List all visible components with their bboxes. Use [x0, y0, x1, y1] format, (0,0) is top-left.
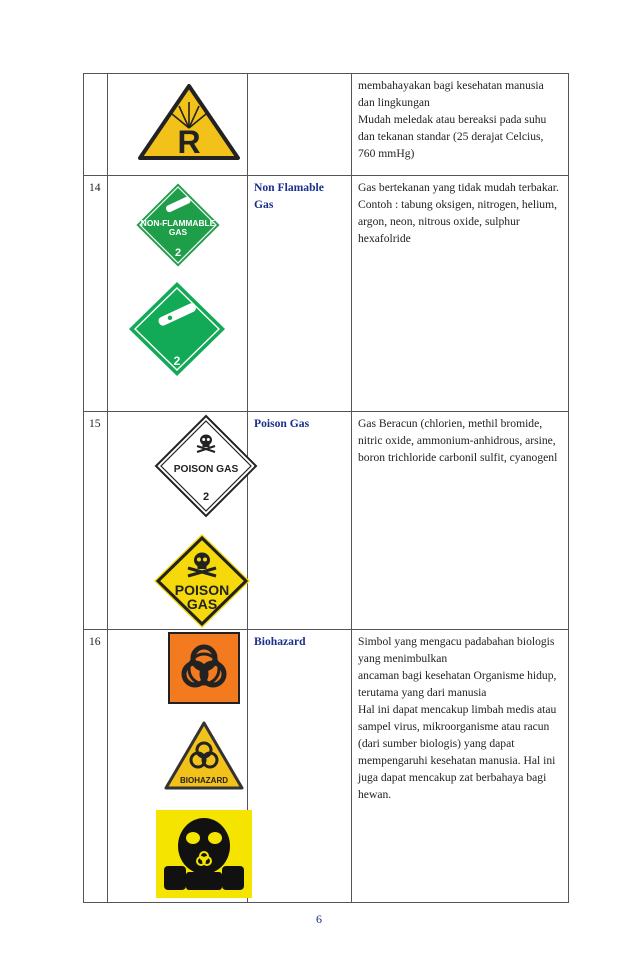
table-row — [84, 74, 569, 176]
placard-text: POISON GAS — [173, 464, 239, 475]
svg-text:R: R — [177, 124, 201, 160]
table-row — [84, 412, 569, 630]
description-paragraph: Gas bertekanan yang tidak mudah terbakar. Contoh : tabung oksigen, nitrogen, helium, argon, neon, nitrous oxide, sulphur hexafolride — [358, 181, 559, 245]
table-row — [84, 630, 569, 903]
symbol-description — [352, 630, 569, 903]
row-number — [84, 74, 108, 176]
symbol-cell — [108, 176, 248, 412]
placard-text: GAS — [168, 227, 188, 237]
non-flammable-gas-placard-icon — [133, 180, 223, 270]
description-paragraph: Hal ini dapat mencakup limbah medis atau sampel virus, mikroorganisme atau racun (dari sumber biologis) yang dapat mempengaruhi kesehatan manusia. Hal ini juga dapat mencakup zat berbahaya bagi hewan. — [358, 703, 557, 801]
description-paragraph: ancaman bagi kesehatan Organisme hidup, terutama yang dari manusia — [358, 669, 557, 699]
symbol-name: Non Flamable Gas — [248, 176, 352, 412]
description-paragraph: membahayakan bagi kesehatan manusia dan lingkungan — [358, 79, 544, 109]
symbol-cell — [108, 412, 248, 630]
orange-biohazard-icon — [168, 632, 240, 704]
symbol-description — [352, 412, 569, 630]
yellow-poison-gas-skull-icon — [152, 532, 252, 630]
explosive-r-sign-icon — [134, 82, 244, 164]
symbol-name — [248, 74, 352, 176]
class-number: 2 — [173, 354, 181, 368]
hazard-symbol-table — [83, 73, 569, 903]
row-number: 14 — [84, 176, 108, 412]
symbol-name: Poison Gas — [248, 412, 352, 630]
description-paragraph: Simbol yang mengacu padabahan biologis yang menimbulkan — [358, 635, 555, 665]
placard-text: NON-FLAMMABLE — [140, 218, 216, 228]
symbol-cell — [108, 74, 248, 176]
table-row — [84, 176, 569, 412]
symbol-cell — [108, 630, 248, 903]
sign-text: BIOHAZARD — [180, 776, 228, 785]
symbol-name: Biohazard — [248, 630, 352, 903]
symbol-description — [352, 176, 569, 412]
page-number: 6 — [316, 912, 322, 926]
class-number: 2 — [174, 247, 182, 259]
sign-text: GAS — [186, 596, 218, 612]
row-number: 16 — [84, 630, 108, 903]
class-number: 2 — [202, 491, 210, 503]
green-gas-cylinder-placard-icon — [127, 280, 227, 378]
description-paragraph: Mudah meledak atau bereaksi pada suhu dan tekanan standar (25 derajat Celcius, 760 mmHg) — [358, 113, 547, 160]
description-paragraph: Gas Beracun (chlorien, methil bromide, nitric oxide, ammonium-anhidrous, arsine, boron trichloride carbonil sulfit, cyanogenl — [358, 417, 558, 464]
poison-gas-placard-icon — [154, 414, 258, 518]
symbol-description — [352, 74, 569, 176]
row-number: 15 — [84, 412, 108, 630]
sign-text: POISON — [174, 582, 230, 598]
gas-mask-biohazard-icon — [156, 810, 252, 898]
biohazard-triangle-icon — [163, 720, 245, 792]
